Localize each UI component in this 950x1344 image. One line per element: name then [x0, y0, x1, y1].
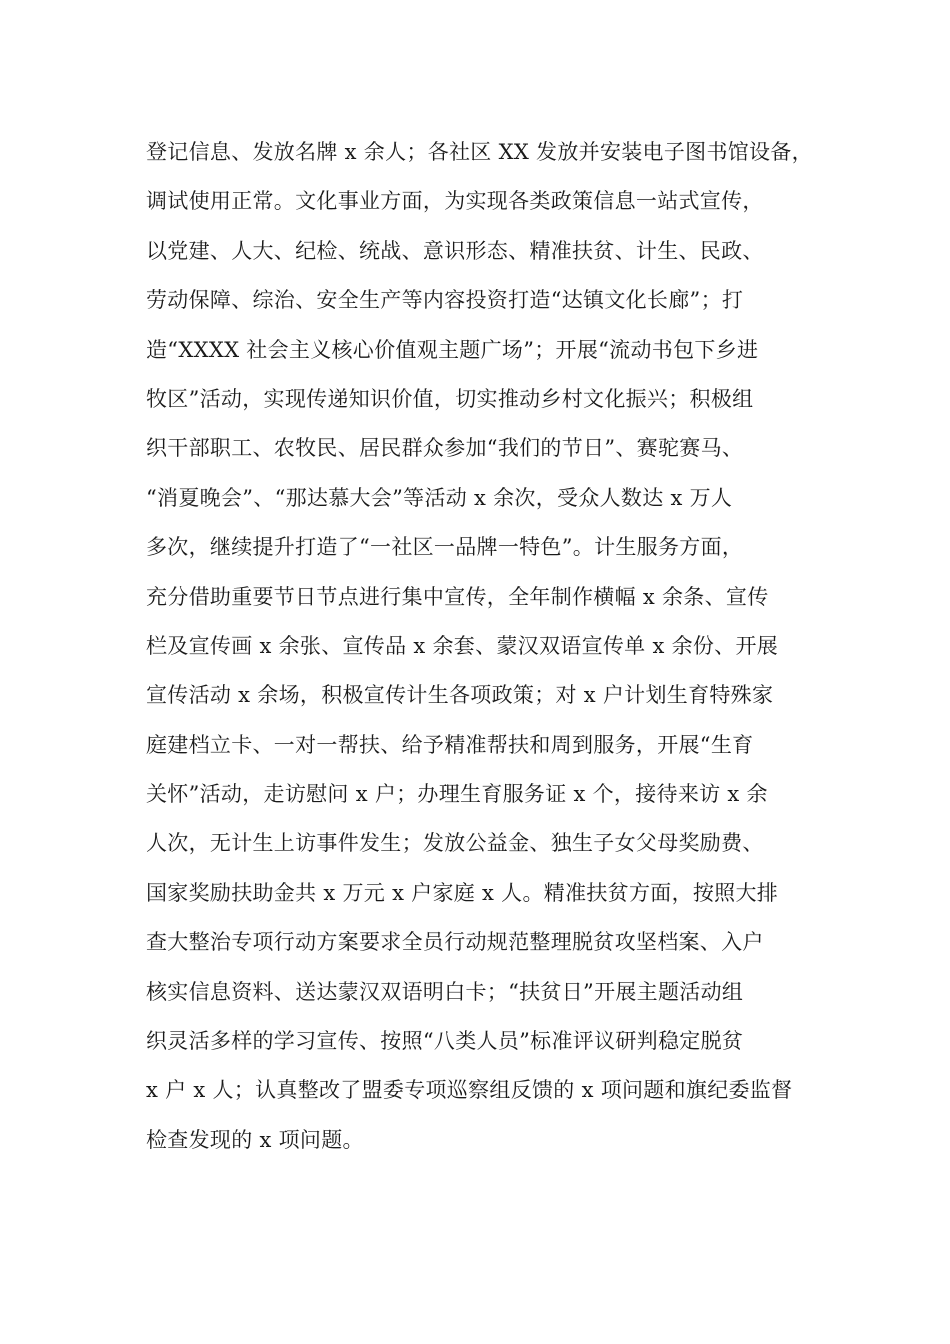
- paragraph-line: 核实信息资料、送达蒙汉双语明白卡；“扶贫日”开展主题活动组: [146, 979, 744, 1004]
- paragraph-line: 庭建档立卡、一对一帮扶、给予精准帮扶和周到服务，开展“生育: [146, 732, 754, 757]
- paragraph-line: 织灵活多样的学习宣传、按照“八类人员”标准评议研判稳定脱贫: [146, 1029, 744, 1054]
- paragraph-line: 以党建、人大、纪检、统战、意识形态、精准扶贫、计生、民政、: [146, 238, 764, 263]
- body-paragraph: [146, 128, 826, 1165]
- paragraph-line: 多次，继续提升打造了“一社区一品牌一特色”。计生服务方面，: [146, 535, 744, 560]
- paragraph-line: 劳动保障、综治、安全生产等内容投资打造“达镇文化长廊”；打: [146, 288, 744, 313]
- paragraph-line: 查大整治专项行动方案要求全员行动规范整理脱贫攻坚档案、入户: [146, 930, 764, 955]
- paragraph-line: 登记信息、发放名牌 x 余人；各社区 XX 发放并安装电子图书馆设备，: [146, 140, 813, 164]
- paragraph-line: 调试使用正常。文化事业方面，为实现各类政策信息一站式宣传，: [146, 189, 764, 214]
- paragraph-line: 关怀”活动，走访慰问 x 户；办理生育服务证 x 个，接待来访 x 余: [146, 782, 768, 807]
- paragraph-line: 牧区”活动，实现传递知识价值，切实推动乡村文化振兴；积极组: [146, 386, 754, 411]
- paragraph-line: x 户 x 人；认真整改了盟委专项巡察组反馈的 x 项问题和旗纪委监督: [146, 1078, 793, 1103]
- paragraph-line: “消夏晚会”、“那达慕大会”等活动 x 余次，受众人数达 x 万人: [146, 485, 733, 510]
- paragraph-line: 宣传活动 x 余场，积极宣传计生各项政策；对 x 户计划生育特殊家: [146, 683, 774, 708]
- paragraph-line: 栏及宣传画 x 余张、宣传品 x 余套、蒙汉双语宣传单 x 余份、开展: [146, 633, 779, 658]
- paragraph-line: 织干部职工、农牧民、居民群众参加“我们的节日”、赛驼赛马、: [146, 436, 744, 461]
- paragraph-line: 人次，无计生上访事件发生；发放公益金、独生子女父母奖励费、: [146, 831, 764, 856]
- paragraph-line: 充分借助重要节日节点进行集中宣传，全年制作横幅 x 余条、宣传: [146, 584, 769, 609]
- paragraph-line: 造“XXXX 社会主义核心价值观主题广场”；开展“流动书包下乡进: [146, 337, 759, 362]
- paragraph-line: 国家奖励扶助金共 x 万元 x 户家庭 x 人。精准扶贫方面，按照大排: [146, 880, 779, 905]
- paragraph-line: 检查发现的 x 项问题。: [146, 1127, 364, 1152]
